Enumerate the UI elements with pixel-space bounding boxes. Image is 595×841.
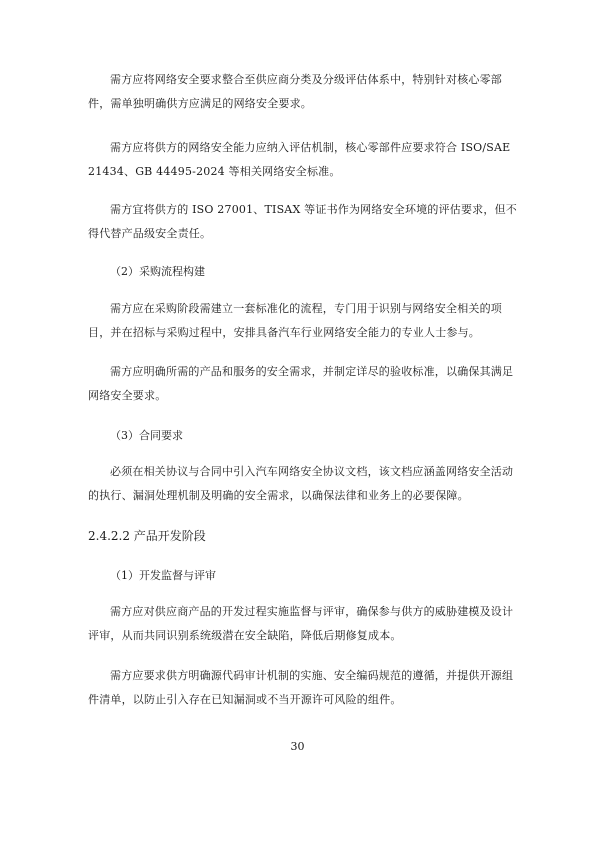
subheading-procurement-process: （2）采购流程构建 (110, 265, 205, 278)
paragraph-procurement-stage: 需方应在采购阶段需建立一套标准化的流程，专门用于识别与网络安全相关的项目，并在招标与采购过程中，安排具备汽车行业网络安全能力的专业人士参与。 (88, 302, 502, 339)
subheading-contract-requirements: （3）合同要求 (110, 429, 183, 442)
subheading-development-review: （1）开发监督与评审 (110, 569, 216, 582)
paragraph-contract: 必须在相关协议与合同中引入汽车网络安全协议文档，该文档应涵盖网络安全活动的执行、漏洞处理机制及明确的安全需求，以确保法律和业务上的必要保障。 (88, 465, 514, 502)
paragraph-development-oversight: 需方应对供应商产品的开发过程实施监督与评审，确保参与供方的威胁建模及设计评审，从而共同识别系统级潜在安全缺陷，降低后期修复成本。 (88, 605, 514, 642)
paragraph-security-requirements: 需方应明确所需的产品和服务的安全需求，并制定详尽的验收标准，以确保其满足网络安全要求。 (88, 365, 514, 402)
paragraph-source-code-audit: 需方应要求供方明确源代码审计机制的实施、安全编码规范的遵循，并提供开源组件清单，以防止引入存在已知漏洞或不当开源许可风险的组件。 (88, 669, 514, 706)
paragraph-supplier-capability: 需方应将供方的网络安全能力应纳入评估机制，核心零部件应要求符合 ISO/SAE 21434、GB 44495-2024 等相关网络安全标准。 (88, 141, 511, 178)
paragraph-supplier-classification: 需方应将网络安全要求整合至供应商分类及分级评估体系中，特别针对核心零部件，需单独明确供方应满足的网络安全要求。 (88, 73, 502, 110)
page-number: 30 (290, 740, 305, 753)
section-heading-product-development: 2.4.2.2 产品开发阶段 (88, 529, 206, 543)
paragraph-certificates: 需方宜将供方的 ISO 27001、TISAX 等证书作为网络安全环境的评估要求，但不得代替产品级安全责任。 (88, 203, 517, 240)
